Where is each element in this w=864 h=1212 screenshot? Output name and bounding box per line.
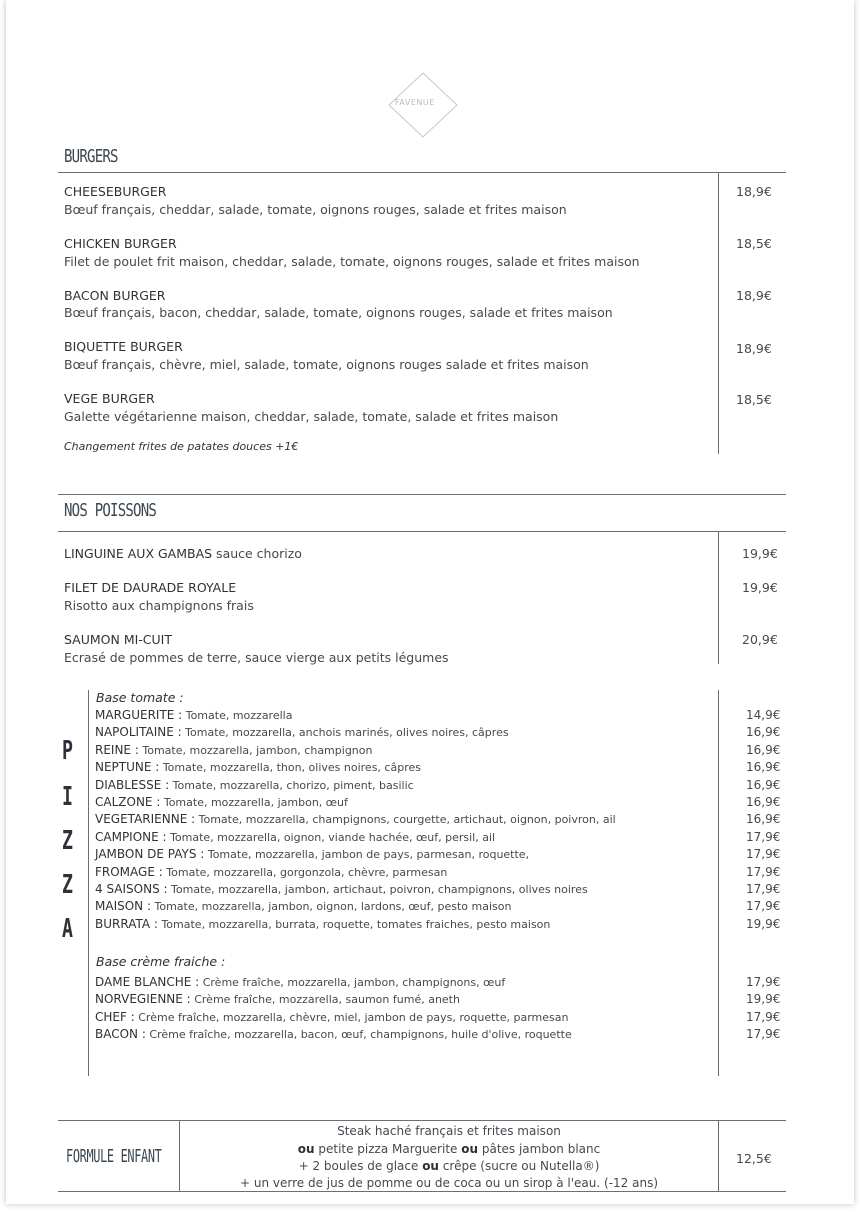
pizza-price: 17,9€ <box>746 829 781 844</box>
pizza-desc: Tomate, mozzarella <box>182 709 293 722</box>
fish-name: SAUMON MI-CUIT <box>64 632 172 647</box>
pizza-letter: Z <box>62 826 73 856</box>
pizza-desc: Tomate, mozzarella, jambon, champignon <box>138 743 373 757</box>
burger-price: 18,9€ <box>736 184 772 199</box>
pizza-desc: Tomate, mozzarella, burrata, roquette, tomates fraiches, pesto maison <box>157 917 551 931</box>
burger-desc: Bœuf français, bacon, cheddar, salade, tomate, oignons rouges, salade et frites maison <box>64 305 613 320</box>
fish-desc: Ecrasé de pommes de terre, sauce vierge aux petits légumes <box>64 650 449 665</box>
kids-price-divider <box>718 1120 719 1192</box>
pizza-name: JAMBON DE PAYS : <box>95 847 205 862</box>
kids-line-3 <box>180 1159 718 1173</box>
burger-name: VEGE BURGER <box>64 391 155 406</box>
pizza-name: DAME BLANCHE : <box>95 975 200 989</box>
burger-name: CHEESEBURGER <box>64 184 167 199</box>
pizza-desc: Tomate, mozzarella, champignons, courgette, artichaut, oignon, poivron, ail <box>195 813 616 827</box>
fish-price-divider <box>718 531 719 664</box>
pizza-price: 16,9€ <box>746 725 781 740</box>
pizza-item <box>95 795 348 809</box>
pizza-price: 17,9€ <box>746 864 781 879</box>
kids-line-2 <box>180 1142 718 1156</box>
kids-line-1: Steak haché français et frites maison <box>337 1124 561 1138</box>
pizza-item <box>95 725 509 739</box>
pizza-name: CAMPIONE : <box>95 829 167 844</box>
pizza-price-divider <box>718 690 719 1076</box>
pizza-price: 16,9€ <box>746 795 781 809</box>
pizza-price: 16,9€ <box>746 812 781 827</box>
pizza-desc: Tomate, mozzarella, jambon, artichaut, poivron, champignons, olives noires <box>167 883 588 896</box>
pizza-name: BACON : <box>95 1027 146 1042</box>
pizza-price: 16,9€ <box>746 742 781 757</box>
pizza-name: BURRATA : <box>95 916 158 931</box>
sweet-potato-note: Changement frites de patates douces +1€ <box>64 440 299 453</box>
burger-desc: Galette végétarienne maison, cheddar, salade, tomate, salade et frites maison <box>64 409 559 424</box>
fish-name-text: LINGUINE AUX GAMBAS <box>64 546 213 561</box>
pizza-name: FROMAGE : <box>95 864 163 879</box>
pizza-name: DIABLESSE : <box>95 777 170 792</box>
pizza-letter: A <box>62 914 73 944</box>
burger-price: 18,9€ <box>736 288 772 303</box>
fish-name <box>64 546 302 561</box>
pizza-item <box>95 992 460 1006</box>
burger-name: BIQUETTE BURGER <box>64 339 183 354</box>
pizza-desc: Tomate, mozzarella, thon, olives noires, câpres <box>159 761 421 775</box>
pizza-item <box>95 812 616 826</box>
pizza-price: 19,9€ <box>746 916 781 931</box>
pizza-desc: Crème fraîche, mozzarella, bacon, œuf, champignons, huile d'olive, roquette <box>145 1028 572 1042</box>
pizza-desc: Tomate, mozzarella, jambon de pays, parmesan, roquette, <box>204 848 530 862</box>
tomato-base-heading: Base tomate : <box>96 690 184 705</box>
fish-price: 20,9€ <box>742 632 778 647</box>
kids-price: 12,5€ <box>736 1151 772 1166</box>
burger-desc: Filet de poulet frit maison, cheddar, salade, tomate, oignons rouges, salade et frites maison <box>64 254 640 269</box>
pizza-name: VEGETARIENNE : <box>95 812 196 827</box>
kids-text: + 2 boules de glace <box>298 1159 423 1173</box>
pizza-desc: Crème fraîche, mozzarella, saumon fumé, aneth <box>190 993 460 1007</box>
burger-desc: Bœuf français, cheddar, salade, tomate, oignons rouges, salade et frites maison <box>64 202 567 217</box>
pizza-item <box>95 778 414 792</box>
burger-name: BACON BURGER <box>64 288 166 303</box>
fish-top-rule <box>58 494 786 495</box>
kids-line-4: + un verre de jus de pomme ou de coca ou un sirop à l'eau. (-12 ans) <box>240 1176 658 1190</box>
burger-price: 18,5€ <box>736 236 772 251</box>
pizza-price: 19,9€ <box>746 992 781 1007</box>
kids-or: ou <box>461 1142 479 1156</box>
pizza-price: 17,9€ <box>746 1009 781 1024</box>
fish-price: 19,9€ <box>742 580 778 595</box>
pizza-left-divider <box>88 690 89 1076</box>
cream-base-heading: Base crème fraiche : <box>96 954 226 969</box>
kids-top-rule <box>58 1120 786 1121</box>
pizza-name: REINE : <box>95 742 139 757</box>
pizza-desc: Crème fraîche, mozzarella, chèvre, miel, jambon de pays, roquette, parmesan <box>134 1010 569 1024</box>
pizza-desc: Tomate, mozzarella, oignon, viande hachée, œuf, persil, ail <box>166 830 496 844</box>
burger-price: 18,5€ <box>736 392 772 407</box>
pizza-letter: P <box>62 736 73 766</box>
burgers-title: BURGERS <box>64 146 118 167</box>
pizza-name: 4 SAISONS : <box>95 882 168 896</box>
kids-text: pâtes jambon blanc <box>478 1142 601 1156</box>
logo-text: FAVENUE <box>395 98 435 107</box>
pizza-name: NEPTUNE : <box>95 760 160 775</box>
fish-suffix: sauce chorizo <box>212 546 302 561</box>
pizza-price: 17,9€ <box>746 1027 781 1042</box>
pizza-letter: I <box>62 782 73 812</box>
kids-bottom-rule <box>58 1191 786 1192</box>
pizza-price: 14,9€ <box>746 708 781 722</box>
fish-name: FILET DE DAURADE ROYALE <box>64 580 237 595</box>
fish-price: 19,9€ <box>742 546 778 561</box>
pizza-price: 17,9€ <box>746 975 781 989</box>
pizza-desc: Tomate, mozzarella, chorizo, piment, basilic <box>169 778 414 792</box>
pizza-desc: Tomate, mozzarella, jambon, œuf <box>160 796 348 809</box>
burgers-price-divider <box>718 172 719 454</box>
pizza-item <box>95 917 550 931</box>
fish-header-rule <box>58 531 786 532</box>
pizza-desc: Crème fraîche, mozzarella, jambon, champignons, œuf <box>199 976 506 989</box>
pizza-name: CALZONE : <box>95 795 161 809</box>
burger-desc: Bœuf français, chèvre, miel, salade, tomate, oignons rouges salade et frites maison <box>64 357 589 372</box>
pizza-name: MARGUERITE : <box>95 708 183 722</box>
pizza-item <box>95 708 292 722</box>
kids-title: FORMULE ENFANT <box>66 1146 162 1167</box>
fish-desc: Risotto aux champignons frais <box>64 598 254 613</box>
pizza-item <box>95 1010 568 1024</box>
pizza-price: 16,9€ <box>746 777 781 792</box>
kids-text: petite pizza Marguerite <box>314 1142 462 1156</box>
pizza-item <box>95 830 495 844</box>
burgers-top-rule <box>58 172 786 173</box>
pizza-desc: Tomate, mozzarella, gorgonzola, chèvre, parmesan <box>162 865 448 879</box>
kids-or: ou <box>422 1159 439 1173</box>
kids-or: ou <box>297 1142 315 1156</box>
pizza-name: CHEF : <box>95 1009 135 1024</box>
pizza-item <box>95 975 505 989</box>
pizza-name: NAPOLITAINE : <box>95 725 182 740</box>
pizza-item <box>95 865 447 879</box>
burger-price: 18,9€ <box>736 341 772 356</box>
pizza-item <box>95 899 511 913</box>
kids-text: crêpe (sucre ou Nutella®) <box>438 1159 600 1173</box>
pizza-item <box>95 882 588 896</box>
burger-name: CHICKEN BURGER <box>64 236 177 251</box>
pizza-desc: Tomate, mozzarella, jambon, oignon, lardons, œuf, pesto maison <box>151 900 512 914</box>
pizza-name: NORVEGIENNE : <box>95 992 191 1007</box>
pizza-price: 17,9€ <box>746 899 781 914</box>
pizza-name: MAISON : <box>95 899 151 914</box>
pizza-price: 16,9€ <box>746 760 781 775</box>
pizza-price: 17,9€ <box>746 847 781 862</box>
fish-title: NOS POISSONS <box>64 500 157 521</box>
pizza-item <box>95 743 372 757</box>
pizza-desc: Tomate, mozzarella, anchois marinés, olives noires, câpres <box>181 726 509 740</box>
pizza-item <box>95 847 529 861</box>
pizza-item <box>95 760 421 774</box>
pizza-price: 17,9€ <box>746 882 781 896</box>
pizza-letter: Z <box>62 870 73 900</box>
pizza-item <box>95 1027 572 1041</box>
